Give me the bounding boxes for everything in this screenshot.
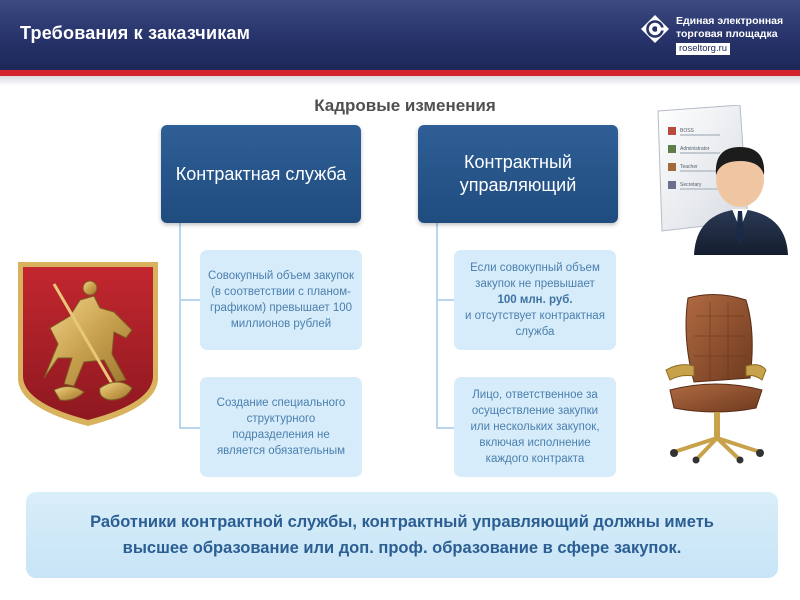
resume-label-administrator: Administrator — [680, 146, 710, 152]
roseltorg-logo[interactable] — [640, 12, 790, 60]
roseltorg-logo-icon — [640, 14, 670, 44]
section-title: Кадровые изменения — [314, 96, 496, 115]
detail-text-emphasis: 100 млн. руб. — [497, 294, 573, 306]
note-text: Работники контрактной службы, контрактный управляющий должны иметь высшее образование или доп. проф. образование в сфере закупок. — [90, 513, 714, 557]
detail-text-before: Если совокупный объем закупок не превышает — [470, 262, 600, 290]
detail-contract-manager-threshold — [454, 250, 616, 350]
connector-right-vertical — [436, 223, 438, 428]
office-chair-icon — [660, 292, 768, 464]
detail-text: Лицо, ответственное за осуществление закупки или нескольких закупок, включая исполнение каждого контракта — [470, 389, 600, 465]
detail-contract-service-structure — [200, 377, 362, 477]
header-bar — [0, 0, 800, 70]
header-shadow — [0, 76, 800, 86]
manager-with-resume-icon — [648, 105, 794, 255]
resume-label-boss: BOSS — [680, 128, 694, 134]
detail-text-after: и отсутствует контрактная служба — [465, 310, 605, 338]
logo-url[interactable]: roseltorg.ru — [676, 43, 730, 55]
logo-name-line-2: торговая площадка — [676, 28, 778, 40]
detail-contract-service-threshold — [200, 250, 362, 350]
connector-left-vertical — [179, 223, 181, 428]
slide-title: Требования к заказчикам — [20, 23, 251, 43]
category-contract-service: Контрактная служба — [161, 125, 361, 223]
connector-left-branch-2 — [179, 427, 201, 429]
detail-text: Совокупный объем закупок (в соответствии с планом-графиком) превышает 100 миллионов рублей — [208, 270, 354, 330]
resume-label-secretary: Secretary — [680, 182, 702, 188]
connector-right-branch-1 — [436, 299, 454, 301]
connector-left-branch-1 — [179, 299, 201, 301]
detail-contract-manager-responsibility — [454, 377, 616, 477]
category-contract-manager: Контрактный управляющий — [418, 125, 618, 223]
connector-right-branch-2 — [436, 427, 454, 429]
logo-name-line-1: Единая электронная — [676, 15, 784, 27]
moscow-coat-of-arms-icon — [14, 258, 162, 430]
detail-text: Создание специального структурного подразделения не является обязательным — [216, 397, 346, 457]
qualification-note — [26, 492, 778, 578]
resume-label-teacher: Teacher — [680, 164, 698, 170]
